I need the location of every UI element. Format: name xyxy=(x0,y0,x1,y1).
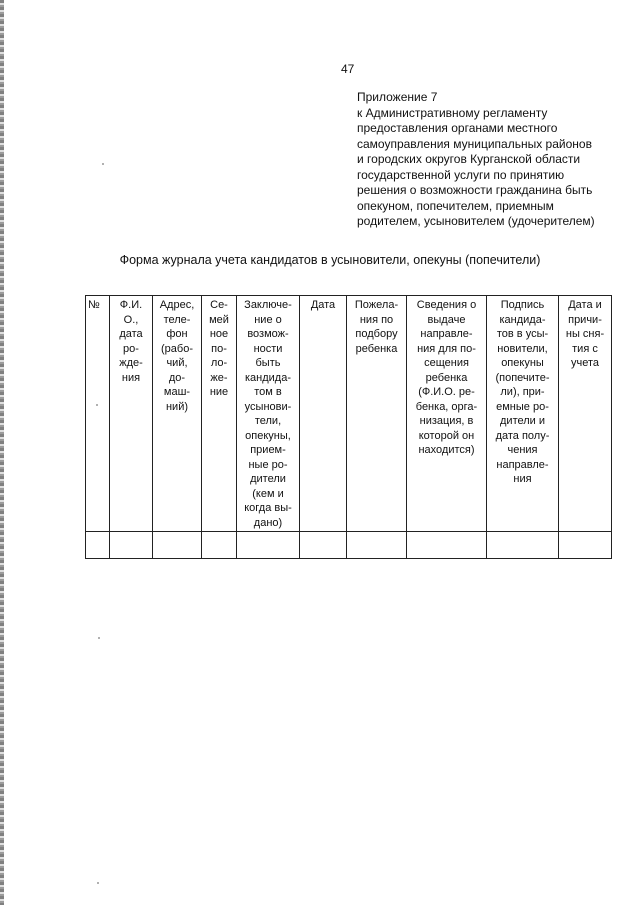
column-header-candidate-signature: Подпись кандида- тов в усы- новители, опекуны (попечите- ли), при- емные ро- дители и дата полу- чения направле- ния xyxy=(487,296,559,532)
appendix-line: Приложение 7 xyxy=(357,90,438,104)
page-number: 47 xyxy=(341,62,355,76)
column-header-number: № xyxy=(86,296,110,532)
table-cell xyxy=(110,532,153,559)
table-cell xyxy=(487,532,559,559)
column-header-address-phone: Адрес, теле- фон (рабо- чий, до- маш- ний) xyxy=(153,296,202,532)
table-cell xyxy=(559,532,612,559)
appendix-line: самоуправления муниципальных районов xyxy=(357,136,592,151)
column-header-date: Дата xyxy=(300,296,347,532)
table-cell xyxy=(153,532,202,559)
appendix-line: предоставления органами местного xyxy=(357,121,558,135)
scan-speck xyxy=(98,637,100,639)
table-cell xyxy=(237,532,300,559)
column-header-name-birthdate: Ф.И. О., дата ро- жде- ния xyxy=(110,296,153,532)
table-cell xyxy=(300,532,347,559)
table-cell xyxy=(407,532,487,559)
appendix-line: опекуном, попечителем, приемным xyxy=(357,198,554,213)
column-header-child-wishes: Пожела- ния по подбору ребенка xyxy=(347,296,407,532)
table-row xyxy=(86,532,612,559)
column-header-removal: Дата и причи- ны сня- тия с учета xyxy=(559,296,612,532)
table-cell xyxy=(347,532,407,559)
scan-speck xyxy=(97,882,99,884)
appendix-line: родителем, усыновителем (удочерителем) xyxy=(357,214,595,228)
form-title: Форма журнала учета кандидатов в усыновители, опекуны (попечители) xyxy=(119,253,541,267)
scan-speck xyxy=(102,163,104,165)
appendix-line: к Административному регламенту xyxy=(357,105,548,120)
appendix-line: государственной услуги по принятию xyxy=(357,167,565,182)
appendix-line: и городских округов Курганской области xyxy=(357,152,581,166)
appendix-line: решения о возможности гражданина быть xyxy=(357,183,593,197)
scan-edge xyxy=(0,0,4,905)
column-header-referral-info: Сведения о выдаче направле- ния для по- сещения ребенка (Ф.И.О. ре- бенка, орга- низация, в которой он находится) xyxy=(407,296,487,532)
journal-table xyxy=(85,295,612,559)
table-cell xyxy=(202,532,237,559)
table-header-row xyxy=(86,296,612,532)
appendix-header xyxy=(357,90,627,230)
column-header-marital-status: Се- мей ное по- ло- же- ние xyxy=(202,296,237,532)
table-cell xyxy=(86,532,110,559)
column-header-conclusion: Заключе- ние о возмож- ности быть кандида- том в усынови- тели, опекуны, прием- ные ро- дители (кем и когда вы- дано) xyxy=(237,296,300,532)
